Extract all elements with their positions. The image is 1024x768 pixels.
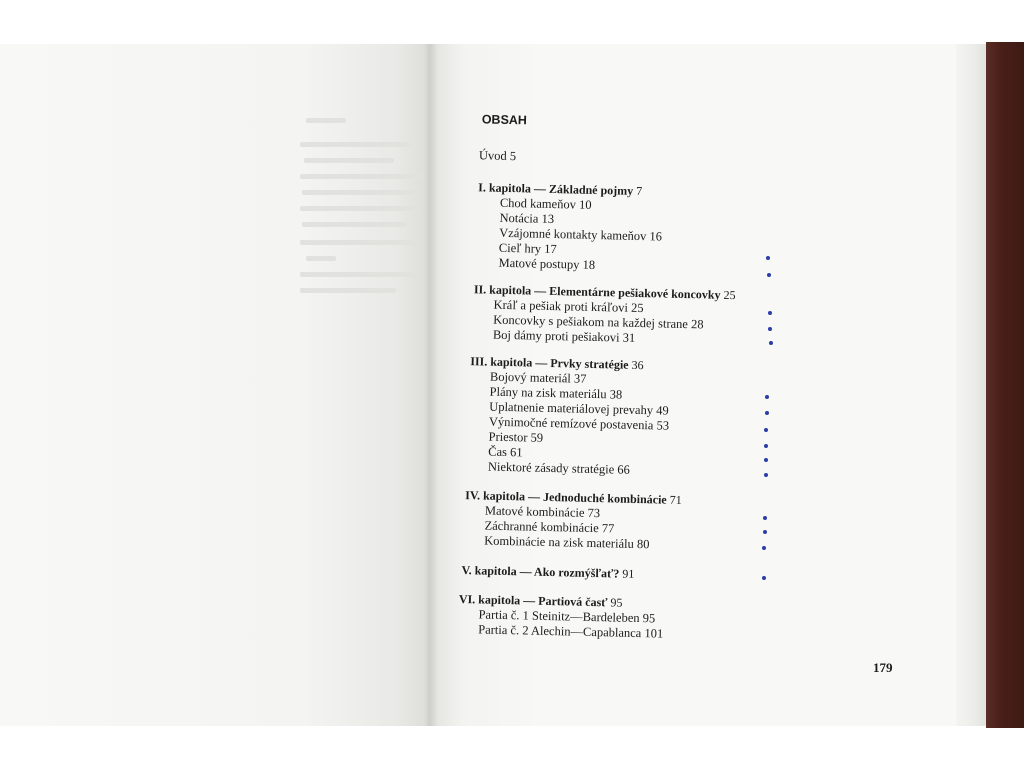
toc-item-page: 49 [656, 403, 669, 418]
toc-item-page: 66 [617, 462, 631, 477]
bleed-through-text [300, 142, 410, 147]
toc-item-label: Chod kameňov [499, 195, 577, 212]
toc-item-label: Partia č. 2 Alechin—Capablanca [478, 622, 642, 641]
toc-item-label: Koncovky s pešiakom na každej strane [493, 312, 689, 332]
toc-item-page: 53 [656, 418, 670, 433]
toc-chapter-page: 25 [723, 287, 736, 303]
pen-mark [769, 341, 773, 345]
toc-chapter-page: 36 [631, 357, 644, 373]
toc-item [493, 328, 636, 346]
bleed-through-text [306, 256, 336, 261]
toc-item-page: 10 [578, 197, 592, 212]
toc-item-label: Plány na zisk materiálu [489, 384, 607, 402]
toc-item-page: 38 [609, 387, 623, 402]
toc-item-label: Uplatnenie materiálovej prevahy [489, 399, 654, 418]
toc-item-page: 28 [690, 317, 704, 332]
toc-item [499, 211, 554, 227]
pen-mark [765, 411, 769, 415]
bleed-through-text [304, 158, 394, 163]
toc-item-page: 95 [642, 611, 656, 626]
toc-item-label: Kombinácie na zisk materiálu [484, 533, 634, 551]
toc-item [488, 460, 630, 478]
toc-item-page: 101 [644, 626, 664, 641]
bleed-through-text [302, 190, 420, 195]
toc-item-page: 17 [544, 241, 557, 257]
toc-item-page: 37 [573, 371, 587, 386]
toc-chapter-label: I. kapitola — Základné pojmy [478, 180, 634, 198]
page-number: 179 [873, 660, 893, 675]
pen-mark [763, 530, 767, 534]
toc-entry-label: Úvod [478, 148, 507, 163]
pen-mark [762, 576, 766, 580]
bleed-through-text [300, 288, 396, 293]
toc-item-page: 31 [622, 330, 636, 345]
pen-mark [767, 273, 771, 277]
left-page [0, 44, 430, 726]
toc-item-label: Matové postupy [498, 255, 580, 272]
toc-item-page: 16 [649, 229, 663, 244]
pen-mark [762, 546, 766, 550]
toc-chapter-label: IV. kapitola — Jednoduché kombinácie [465, 488, 667, 507]
toc-chapter-page: 91 [622, 566, 635, 581]
bleed-through-text [300, 206, 422, 211]
toc-item-label: Cieľ hry [498, 240, 542, 256]
toc-item-label: Niektoré zásady stratégie [487, 459, 615, 477]
bleed-through-text [300, 272, 418, 277]
toc-item-page: 73 [587, 505, 601, 521]
toc-item-label: Vzájomné kontakty kameňov [499, 225, 647, 244]
pen-mark [764, 458, 768, 462]
toc-chapter-label: V. kapitola — Ako rozmýšľať? [461, 563, 620, 581]
toc-item-label: Boj dámy proti pešiakovi [492, 327, 620, 345]
toc-item [488, 430, 543, 446]
toc-item-page: 13 [541, 211, 555, 227]
table-of-contents [453, 110, 766, 677]
toc-item-page: 80 [636, 536, 650, 552]
toc-item-page: 61 [509, 445, 523, 460]
toc-item-page: 59 [530, 430, 544, 445]
toc-intro [479, 148, 516, 164]
pen-mark [765, 395, 769, 399]
toc-item-page: 18 [582, 257, 596, 272]
toc-chapter-label: III. kapitola — Prvky stratégie [470, 354, 629, 372]
toc-chapter-label: VI. kapitola — Partiová časť [458, 591, 608, 610]
toc-item-label: Priestor [488, 429, 528, 445]
pen-mark [764, 428, 768, 432]
pen-mark [764, 444, 768, 448]
toc-entry-page: 5 [509, 149, 517, 164]
toc-item-page: 25 [630, 300, 644, 316]
bleed-through-text [306, 118, 346, 123]
toc-item-label: Výnimočné remízové postavenia [488, 414, 654, 433]
toc-title: OBSAH [481, 112, 528, 128]
toc-chapter-page: 71 [669, 492, 682, 507]
book-gutter [424, 44, 438, 726]
toc-item [478, 622, 663, 641]
pen-mark [766, 256, 770, 260]
toc-item [499, 241, 557, 257]
pen-mark [768, 327, 772, 331]
toc-item-label: Čas [488, 444, 508, 460]
toc-item-label: Kráľ a pešiak proti kráľovi [493, 297, 629, 315]
pen-mark [764, 473, 768, 477]
toc-item [488, 445, 523, 461]
toc-item-label: Bojový materiál [489, 369, 571, 386]
page-edges [956, 44, 986, 726]
toc-item-label: Záchranné kombinácie [484, 518, 599, 536]
toc-chapter-page: 7 [636, 183, 643, 199]
pen-mark [763, 516, 767, 520]
toc-chapter-5 [461, 563, 634, 582]
toc-chapter-page: 95 [610, 595, 623, 610]
book-cover [986, 42, 1024, 728]
toc-chapter-label: II. kapitola — Elementárne pešiakové koncovky [473, 282, 721, 302]
pen-mark [768, 311, 772, 315]
toc-item [484, 534, 650, 553]
toc-item-label: Matové kombinácie [484, 503, 585, 520]
toc-item [498, 256, 595, 273]
bleed-through-text [300, 240, 420, 245]
bleed-through-text [302, 222, 406, 227]
toc-item-label: Partia č. 1 Steinitz—Bardeleben [478, 607, 640, 626]
bleed-through-text [300, 174, 424, 179]
toc-item-label: Notácia [499, 210, 539, 226]
toc-item-page: 77 [601, 521, 615, 536]
